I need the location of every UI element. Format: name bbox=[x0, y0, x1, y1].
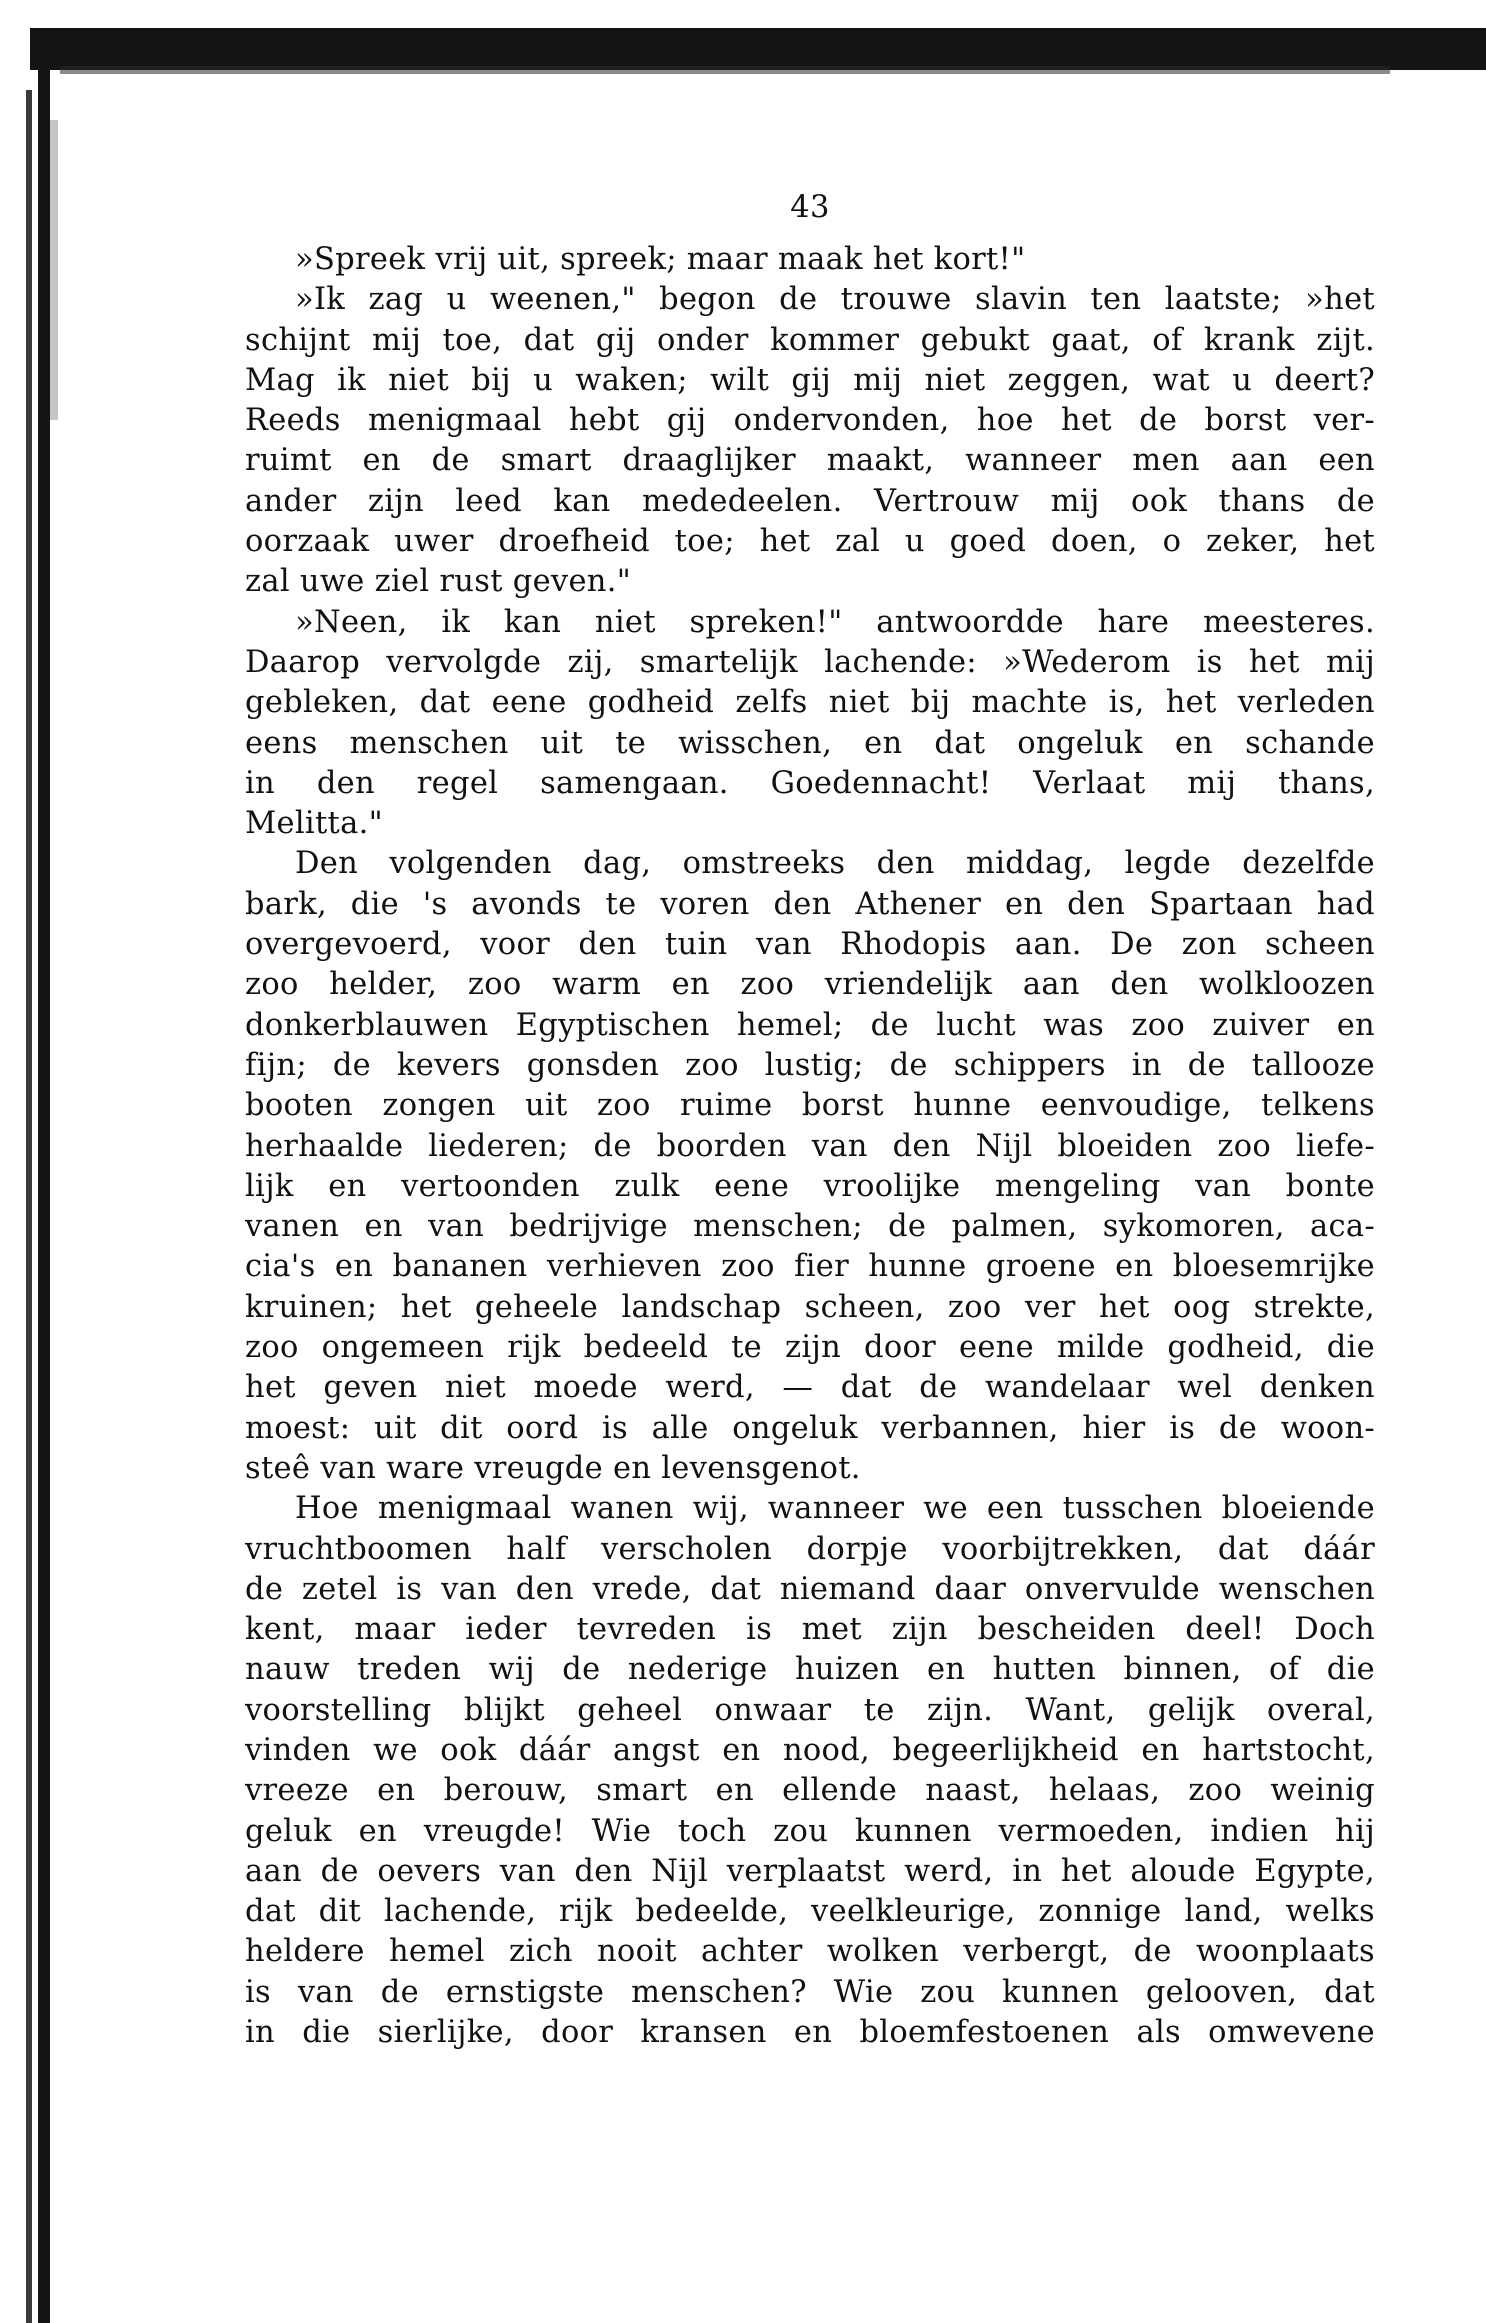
text-line: fijn; de kevers gonsden zoo lustig; de schippers in de tallooze bbox=[245, 1047, 1375, 1083]
text-line: ander zijn leed kan mededeelen. Vertrouw mij ook thans de bbox=[245, 483, 1375, 519]
text-line: in die sierlijke, door kransen en bloemfestoenen als omwevene bbox=[245, 2015, 1375, 2051]
text-line: Mag ik niet bij u waken; wilt gij mij niet zeggen, wat u deert? bbox=[245, 362, 1375, 398]
text-line: Daarop vervolgde zij, smartelijk lachende: »Wederom is het mij bbox=[245, 644, 1375, 680]
page-text-block bbox=[245, 188, 1375, 2053]
text-line: Hoe menigmaal wanen wij, wanneer we een tusschen bloeiende bbox=[295, 1491, 1375, 1527]
scan-left-edge-outer bbox=[26, 90, 32, 2323]
text-line: schijnt mij toe, dat gij onder kommer gebukt gaat, of krank zijt. bbox=[245, 322, 1375, 358]
text-line: cia's en bananen verhieven zoo fier hunne groene en bloesemrijke bbox=[245, 1249, 1375, 1285]
text-line: moest: uit dit oord is alle ongeluk verbannen, hier is de woon- bbox=[245, 1410, 1375, 1446]
text-line: aan de oevers van den Nijl verplaatst werd, in het aloude Egypte, bbox=[245, 1853, 1375, 1889]
text-line: »Spreek vrij uit, spreek; maar maak het kort!" bbox=[295, 242, 1026, 277]
text-line: Melitta." bbox=[245, 806, 383, 842]
text-line: herhaalde liederen; de boorden van den Nijl bloeiden zoo liefe- bbox=[245, 1128, 1375, 1164]
text-line: heldere hemel zich nooit achter wolken verbergt, de woonplaats bbox=[245, 1934, 1375, 1970]
text-line: vanen en van bedrijvige menschen; de palmen, sykomoren, aca- bbox=[245, 1209, 1375, 1245]
text-line: steê van ware vreugde en levensgenot. bbox=[245, 1450, 861, 1486]
text-line: Den volgenden dag, omstreeks den middag, legde dezelfde bbox=[295, 846, 1375, 882]
text-line: Reeds menigmaal hebt gij ondervonden, hoe het de borst ver- bbox=[245, 403, 1375, 439]
text-line: vreeze en berouw, smart en ellende naast, helaas, zoo weinig bbox=[245, 1773, 1375, 1809]
text-line: zoo ongemeen rijk bedeeld te zijn door eene milde godheid, die bbox=[245, 1330, 1375, 1366]
scan-top-shadow bbox=[60, 66, 1390, 74]
text-lines bbox=[245, 240, 1375, 2053]
text-line: overgevoerd, voor den tuin van Rhodopis aan. De zon scheen bbox=[245, 927, 1375, 963]
text-line: bark, die 's avonds te voren den Athener en den Spartaan had bbox=[245, 886, 1375, 922]
text-line: dat dit lachende, rijk bedeelde, veelkleurige, zonnige land, welks bbox=[245, 1894, 1375, 1930]
text-line: ruimt en de smart draaglijker maakt, wanneer men aan een bbox=[245, 443, 1375, 479]
text-line: »Ik zag u weenen," begon de trouwe slavin ten laatste; »het bbox=[295, 282, 1375, 318]
text-line: gebleken, dat eene godheid zelfs niet bij machte is, het verleden bbox=[245, 685, 1375, 721]
text-line: kruinen; het geheele landschap scheen, zoo ver het oog strekte, bbox=[245, 1289, 1375, 1325]
text-line: kent, maar ieder tevreden is met zijn bescheiden deel! Doch bbox=[245, 1612, 1375, 1648]
scan-top-border bbox=[30, 28, 1486, 70]
text-line: vruchtboomen half verscholen dorpje voorbijtrekken, dat dáár bbox=[245, 1531, 1375, 1567]
text-line: het geven niet moede werd, — dat de wandelaar wel denken bbox=[245, 1370, 1375, 1406]
text-line: zoo helder, zoo warm en zoo vriendelijk aan den wolkloozen bbox=[245, 967, 1375, 1003]
text-line: geluk en vreugde! Wie toch zou kunnen vermoeden, indien hij bbox=[245, 1813, 1375, 1849]
text-line: voorstelling blijkt geheel onwaar te zijn. Want, gelijk overal, bbox=[245, 1692, 1375, 1728]
text-line: nauw treden wij de nederige huizen en hutten binnen, of die bbox=[245, 1652, 1375, 1688]
text-line: zal uwe ziel rust geven." bbox=[245, 564, 632, 600]
text-line: is van de ernstigste menschen? Wie zou kunnen gelooven, dat bbox=[245, 1974, 1375, 2010]
scan-left-shadow bbox=[50, 120, 58, 420]
text-line: vinden we ook dáár angst en nood, begeerlijkheid en hartstocht, bbox=[245, 1732, 1375, 1768]
text-line: booten zongen uit zoo ruime borst hunne eenvoudige, telkens bbox=[245, 1088, 1375, 1124]
text-line: lijk en vertoonden zulk eene vroolijke mengeling van bonte bbox=[245, 1168, 1375, 1204]
text-line: de zetel is van den vrede, dat niemand daar onvervulde wenschen bbox=[245, 1571, 1375, 1607]
scan-left-border bbox=[38, 40, 50, 2323]
text-line: in den regel samengaan. Goedennacht! Verlaat mij thans, bbox=[245, 765, 1375, 801]
text-line: »Neen, ik kan niet spreken!" antwoordde hare meesteres. bbox=[295, 604, 1375, 640]
text-line: oorzaak uwer droefheid toe; het zal u goed doen, o zeker, het bbox=[245, 524, 1375, 560]
text-line: donkerblauwen Egyptischen hemel; de lucht was zoo zuiver en bbox=[245, 1007, 1375, 1043]
page-number: 43 bbox=[790, 190, 830, 225]
text-line: eens menschen uit te wisschen, en dat ongeluk en schande bbox=[245, 725, 1375, 761]
